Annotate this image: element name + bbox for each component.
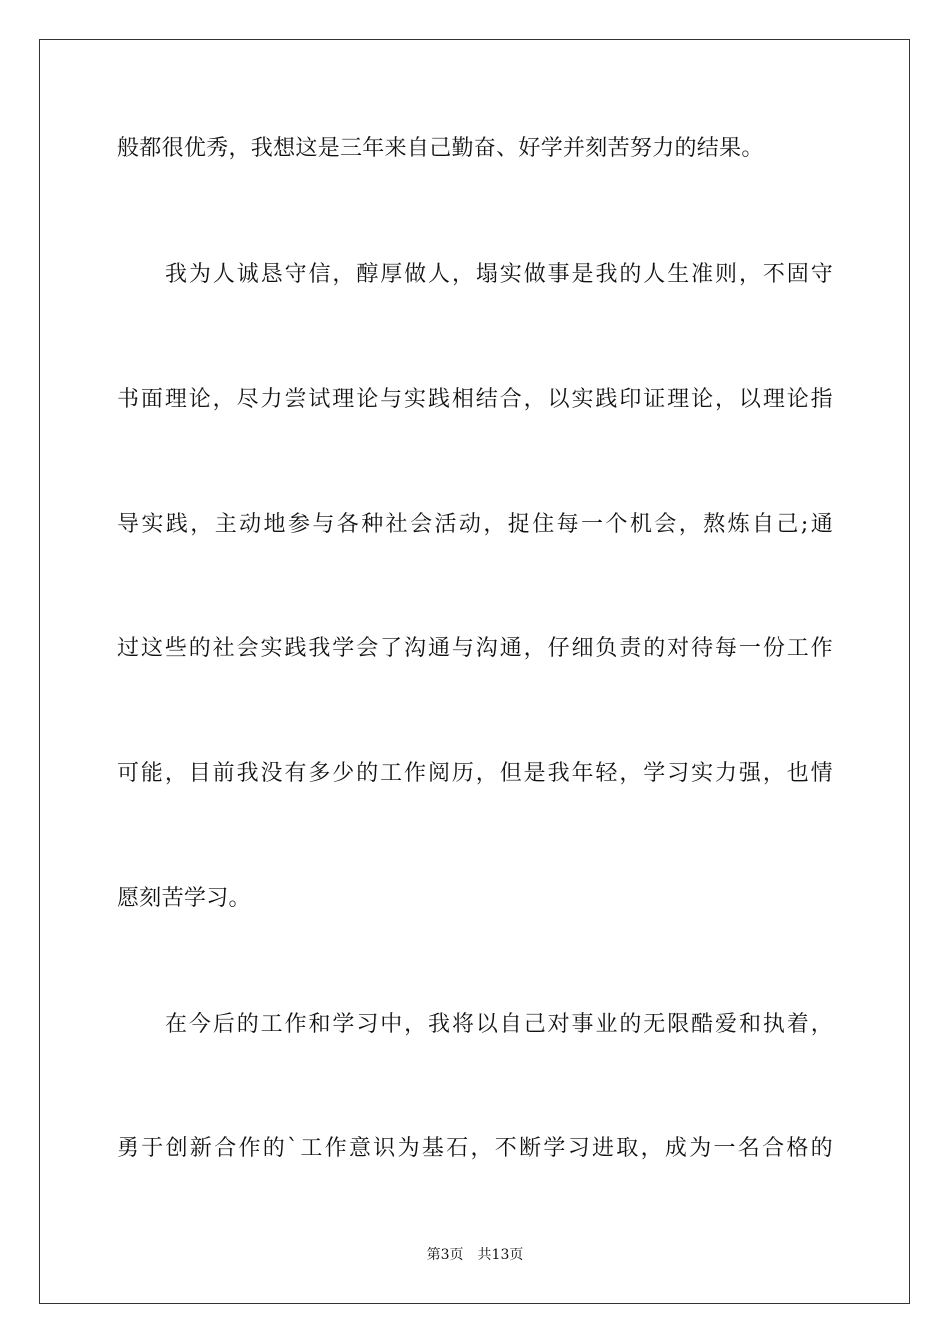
text-line-6: 可能，目前我没有多少的工作阅历，但是我年轻，学习实力强，也情 bbox=[117, 761, 833, 786]
page-border bbox=[39, 39, 910, 1304]
text-line-8: 在今后的工作和学习中，我将以自己对事业的无限酷爱和执着， bbox=[165, 1012, 833, 1037]
text-line-7: 愿刻苦学习。 bbox=[117, 886, 251, 911]
text-line-1: 般都很优秀，我想这是三年来自己勤奋、好学并刻苦努力的结果。 bbox=[117, 136, 764, 161]
page-number: 第3页 bbox=[426, 1247, 464, 1263]
text-line-5: 过这些的社会实践我学会了沟通与沟通，仔细负责的对待每一份工作 bbox=[117, 636, 833, 661]
text-line-9: 勇于创新合作的`工作意识为基石，不断学习进取，成为一名合格的 bbox=[117, 1136, 833, 1161]
text-line-2: 我为人诚恳守信，醇厚做人，塌实做事是我的人生准则，不固守 bbox=[165, 262, 833, 287]
text-line-3: 书面理论，尽力尝试理论与实践相结合，以实践印证理论，以理论指 bbox=[117, 387, 833, 412]
page-total: 共13页 bbox=[477, 1247, 524, 1263]
text-line-4: 导实践，主动地参与各种社会活动，捉住每一个机会，熬炼自己;通 bbox=[117, 512, 833, 537]
page-footer bbox=[0, 1246, 950, 1264]
